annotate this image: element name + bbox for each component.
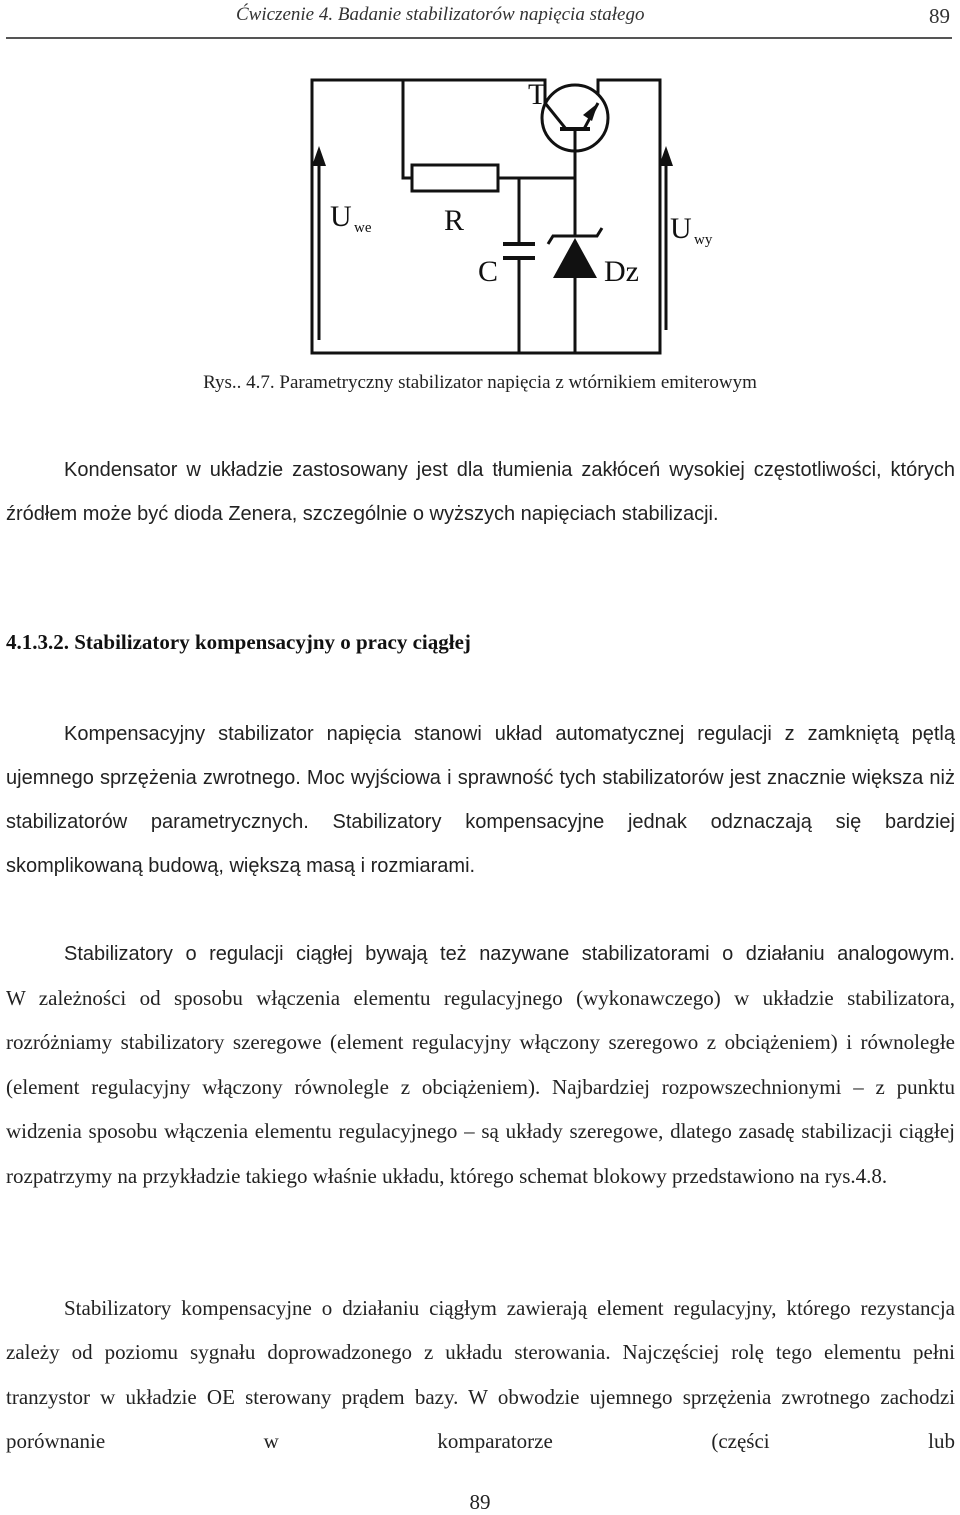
paragraph-analog: Stabilizatory o regulacji ciągłej bywają też nazywane stabilizatorami o działaniu analogowym.	[64, 943, 955, 965]
header-rule	[6, 37, 952, 39]
paragraph-compensation: Kompensacyjny stabilizator napięcia stanowi układ automatycznej regulacji z zamkniętą pętlą ujemnego sprzężenia zwrotnego. Moc wyjściowa i sprawność tych stabilizatorów jest znacznie większa niż stabilizatorów parametrycznych. Stabilizatory kompensacyjne jednak odznaczają się bardziej skomplikowaną budową, większą masą i rozmiarami.	[6, 723, 955, 877]
paragraph-capacitor: Kondensator w układzie zastosowany jest dla tłumienia zakłóceń wysokiej częstotliwości, których źródłem może być dioda Zenera, szczególnie o wyższych napięciach stabilizacji.	[6, 459, 955, 525]
resistor-symbol	[412, 165, 498, 191]
zener-label: Dz	[604, 255, 639, 288]
transistor-symbol	[542, 85, 608, 151]
output-voltage-label: U	[670, 212, 692, 245]
footer-page-number: 89	[469, 1490, 491, 1514]
input-voltage-subscript: we	[354, 220, 372, 236]
transistor-label: T	[528, 78, 547, 111]
capacitor-label: C	[478, 255, 499, 288]
input-voltage-arrow	[312, 146, 326, 340]
figure-caption: Rys.. 4.7. Parametryczny stabilizator napięcia z wtórnikiem emiterowym	[203, 372, 757, 393]
paragraph-continuous: Stabilizatory kompensacyjne o działaniu ciągłym zawierają element regulacyjny, którego rezystancja zależy od poziomu sygnału doprowadzonego z układu sterowania. Najczęściej rolę tego elementu pełni tranzystor w układzie OE sterowany prądem bazy. W obwodzie ujemnego sprzężenia zwrotnego zachodzi porównanie w komparatorze (części lub	[6, 1296, 955, 1454]
header-page-number: 89	[929, 4, 950, 28]
page-header	[0, 0, 960, 40]
output-voltage-subscript: wy	[694, 232, 713, 248]
running-title: Ćwiczenie 4. Badanie stabilizatorów napięcia stałego	[236, 4, 645, 25]
zener-diode-symbol	[548, 228, 602, 278]
section-heading: 4.1.3.2. Stabilizatory kompensacyjny o pracy ciągłej	[6, 630, 471, 654]
resistor-label: R	[444, 204, 465, 237]
input-voltage-label: U	[330, 200, 352, 233]
circuit-diagram	[290, 70, 730, 365]
capacitor-symbol	[503, 244, 535, 258]
paragraph-series-parallel: W zależności od sposobu włączenia elementu regulacyjnego (wykonawczego) w układzie stabilizatora, rozróżniamy stabilizatory szeregowe (element regulacyjny włączony szeregowo z obciążeniem) i równoległe (element regulacyjny włączony równolegle z obciążeniem). Najbardziej rozpowszechnionymi – z punktu widzenia sposobu włączenia elementu regulacyjnego – są układy szeregowe, dlatego zasadę stabilizacji ciągłej rozpatrzymy na przykładzie takiego właśnie układu, którego schemat blokowy przedstawiono na rys.4.8.	[6, 986, 955, 1188]
